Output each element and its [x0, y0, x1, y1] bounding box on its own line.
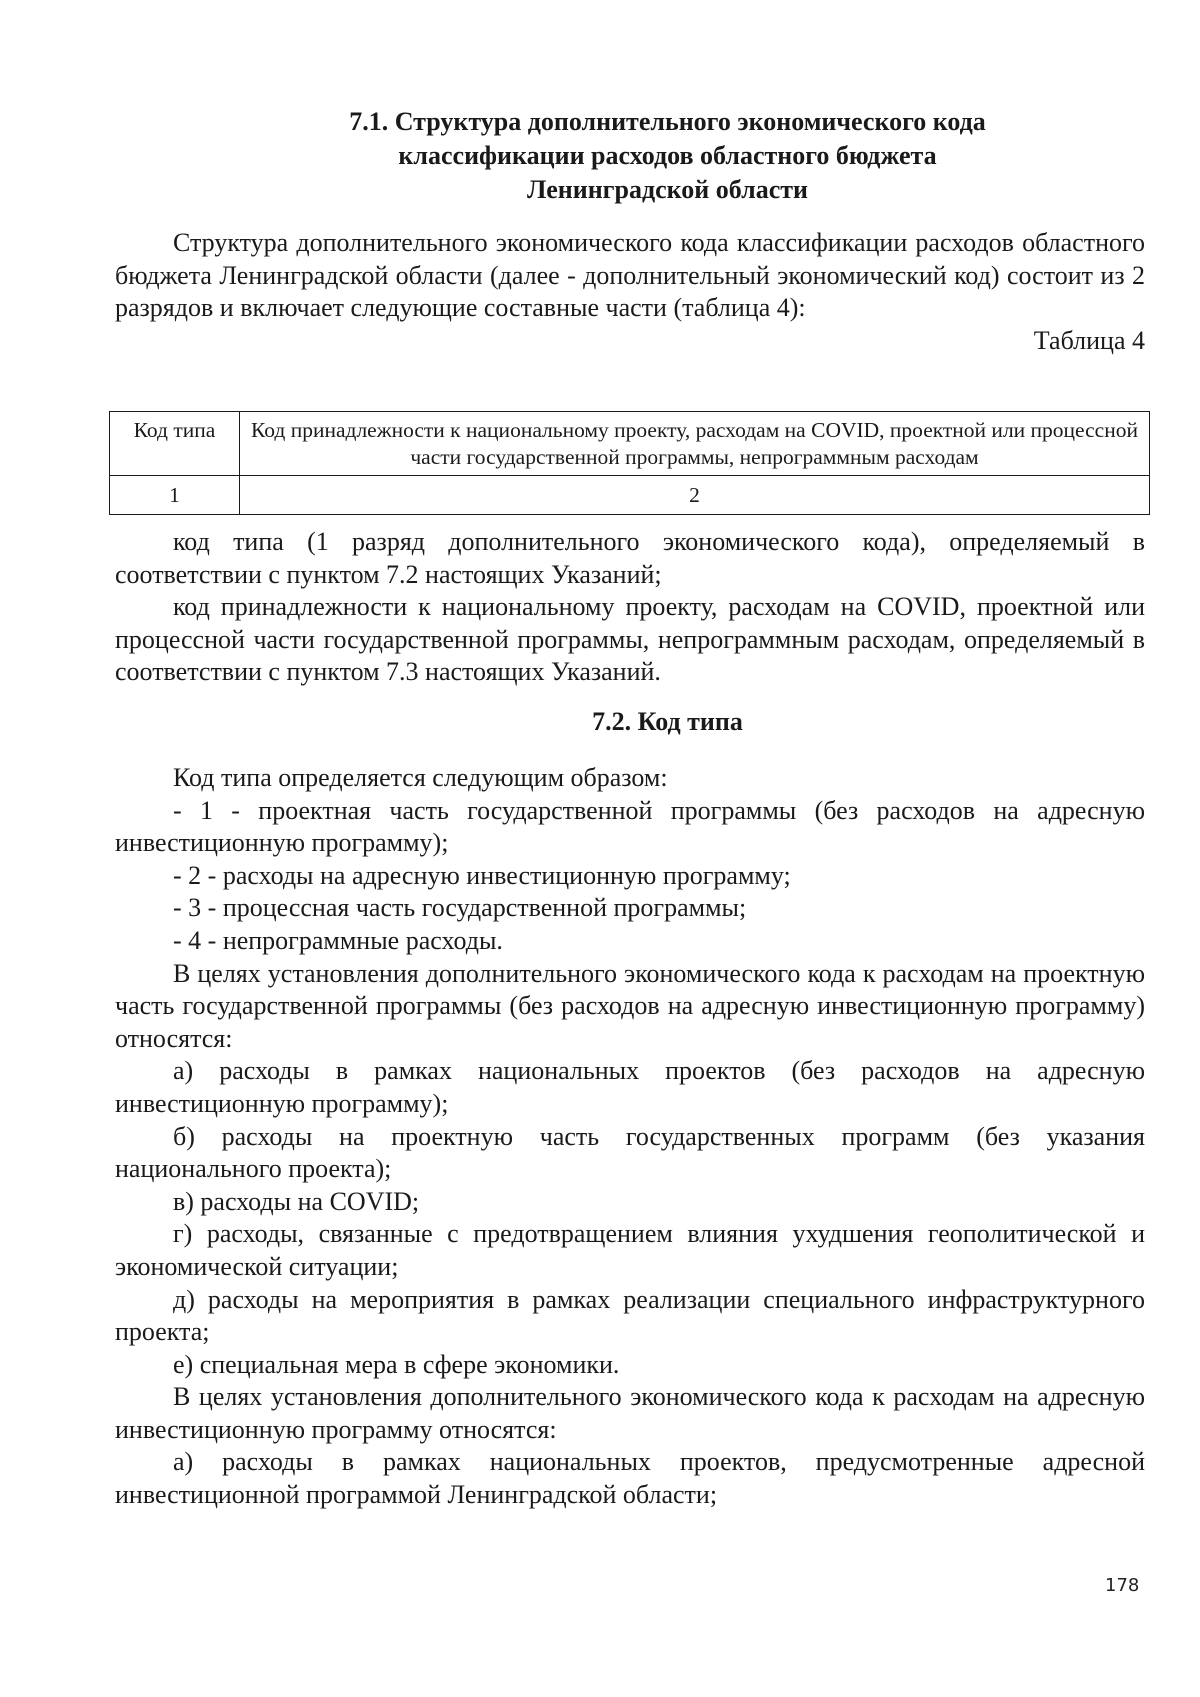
list-item: а) расходы в рамках национальных проектов, предусмотренные адресной инвестиционной программой Ленинградской области;: [115, 1447, 1145, 1510]
list-item: - 4 - непрограммные расходы.: [173, 925, 503, 955]
table-header-row: [110, 412, 1150, 476]
section-7-2-heading: 7.2. Код типа: [592, 707, 743, 736]
list-item: в) расходы на COVID;: [173, 1186, 420, 1216]
paragraph: код принадлежности к национальному проекту, расходам на COVID, проектной или процессной части государственной программы, непрограммным расходам, определяемый в соответствии с пунктом 7.3 настоящих Указаний.: [115, 592, 1145, 687]
paragraph: код типа (1 разряд дополнительного экономического кода), определяемый в соответствии с пунктом 7.2 настоящих Указаний;: [115, 527, 1145, 589]
list-item: - 1 - проектная часть государственной программы (без расходов на адресную инвестиционную программу);: [115, 795, 1145, 858]
page-number: 178: [1105, 1575, 1140, 1596]
table-cell: 1: [110, 476, 240, 515]
table-header-cell: Код типа: [110, 412, 240, 476]
after-table-block: [115, 526, 1145, 689]
list-item: а) расходы в рамках национальных проектов (без расходов на адресную инвестиционную программу);: [115, 1056, 1145, 1118]
table-row: [110, 476, 1150, 515]
heading-line: Ленинградской области: [527, 175, 808, 204]
paragraph: Код типа определяется следующим образом:: [173, 763, 668, 792]
paragraph: В целях установления дополнительного экономического кода к расходам на адресную инвестиционную программу относятся:: [115, 1382, 1145, 1444]
list-item: д) расходы на мероприятия в рамках реализации специального инфраструктурного проекта;: [115, 1284, 1145, 1347]
table-caption: Таблица 4: [1033, 325, 1145, 355]
section-7-2-body: [115, 762, 1145, 1512]
intro-block: [115, 227, 1145, 357]
section-7-1-heading: [115, 105, 1200, 207]
heading-line: 7.1. Структура дополнительного экономического кода: [349, 107, 986, 136]
list-item: б) расходы на проектную часть государственных программ (без указания национального проекта);: [115, 1121, 1145, 1184]
table-cell: 2: [240, 476, 1150, 515]
list-item: г) расходы, связанные с предотвращением влияния ухудшения геополитической и экономической ситуации;: [115, 1219, 1145, 1281]
table-header-cell: Код принадлежности к национальному проекту, расходам на COVID, проектной или процессной части государственной программы, непрограммным расходам: [240, 412, 1150, 476]
structure-table: [109, 411, 1150, 515]
list-item: - 3 - процессная часть государственной программы;: [173, 893, 747, 923]
heading-line: классификации расходов областного бюджета: [398, 141, 937, 170]
intro-paragraph: Структура дополнительного экономического кода классификации расходов областного бюджета Ленинградской области (далее - дополнительный экономический код) состоит из 2 разрядов и включает следующие составные части (таблица 4):: [115, 228, 1145, 323]
list-item: е) специальная мера в сфере экономики.: [173, 1349, 620, 1379]
paragraph: В целях установления дополнительного экономического кода к расходам на проектную часть государственной программы (без расходов на адресную инвестиционную программу) относятся:: [115, 958, 1145, 1053]
list-item: - 2 - расходы на адресную инвестиционную программу;: [173, 860, 791, 890]
